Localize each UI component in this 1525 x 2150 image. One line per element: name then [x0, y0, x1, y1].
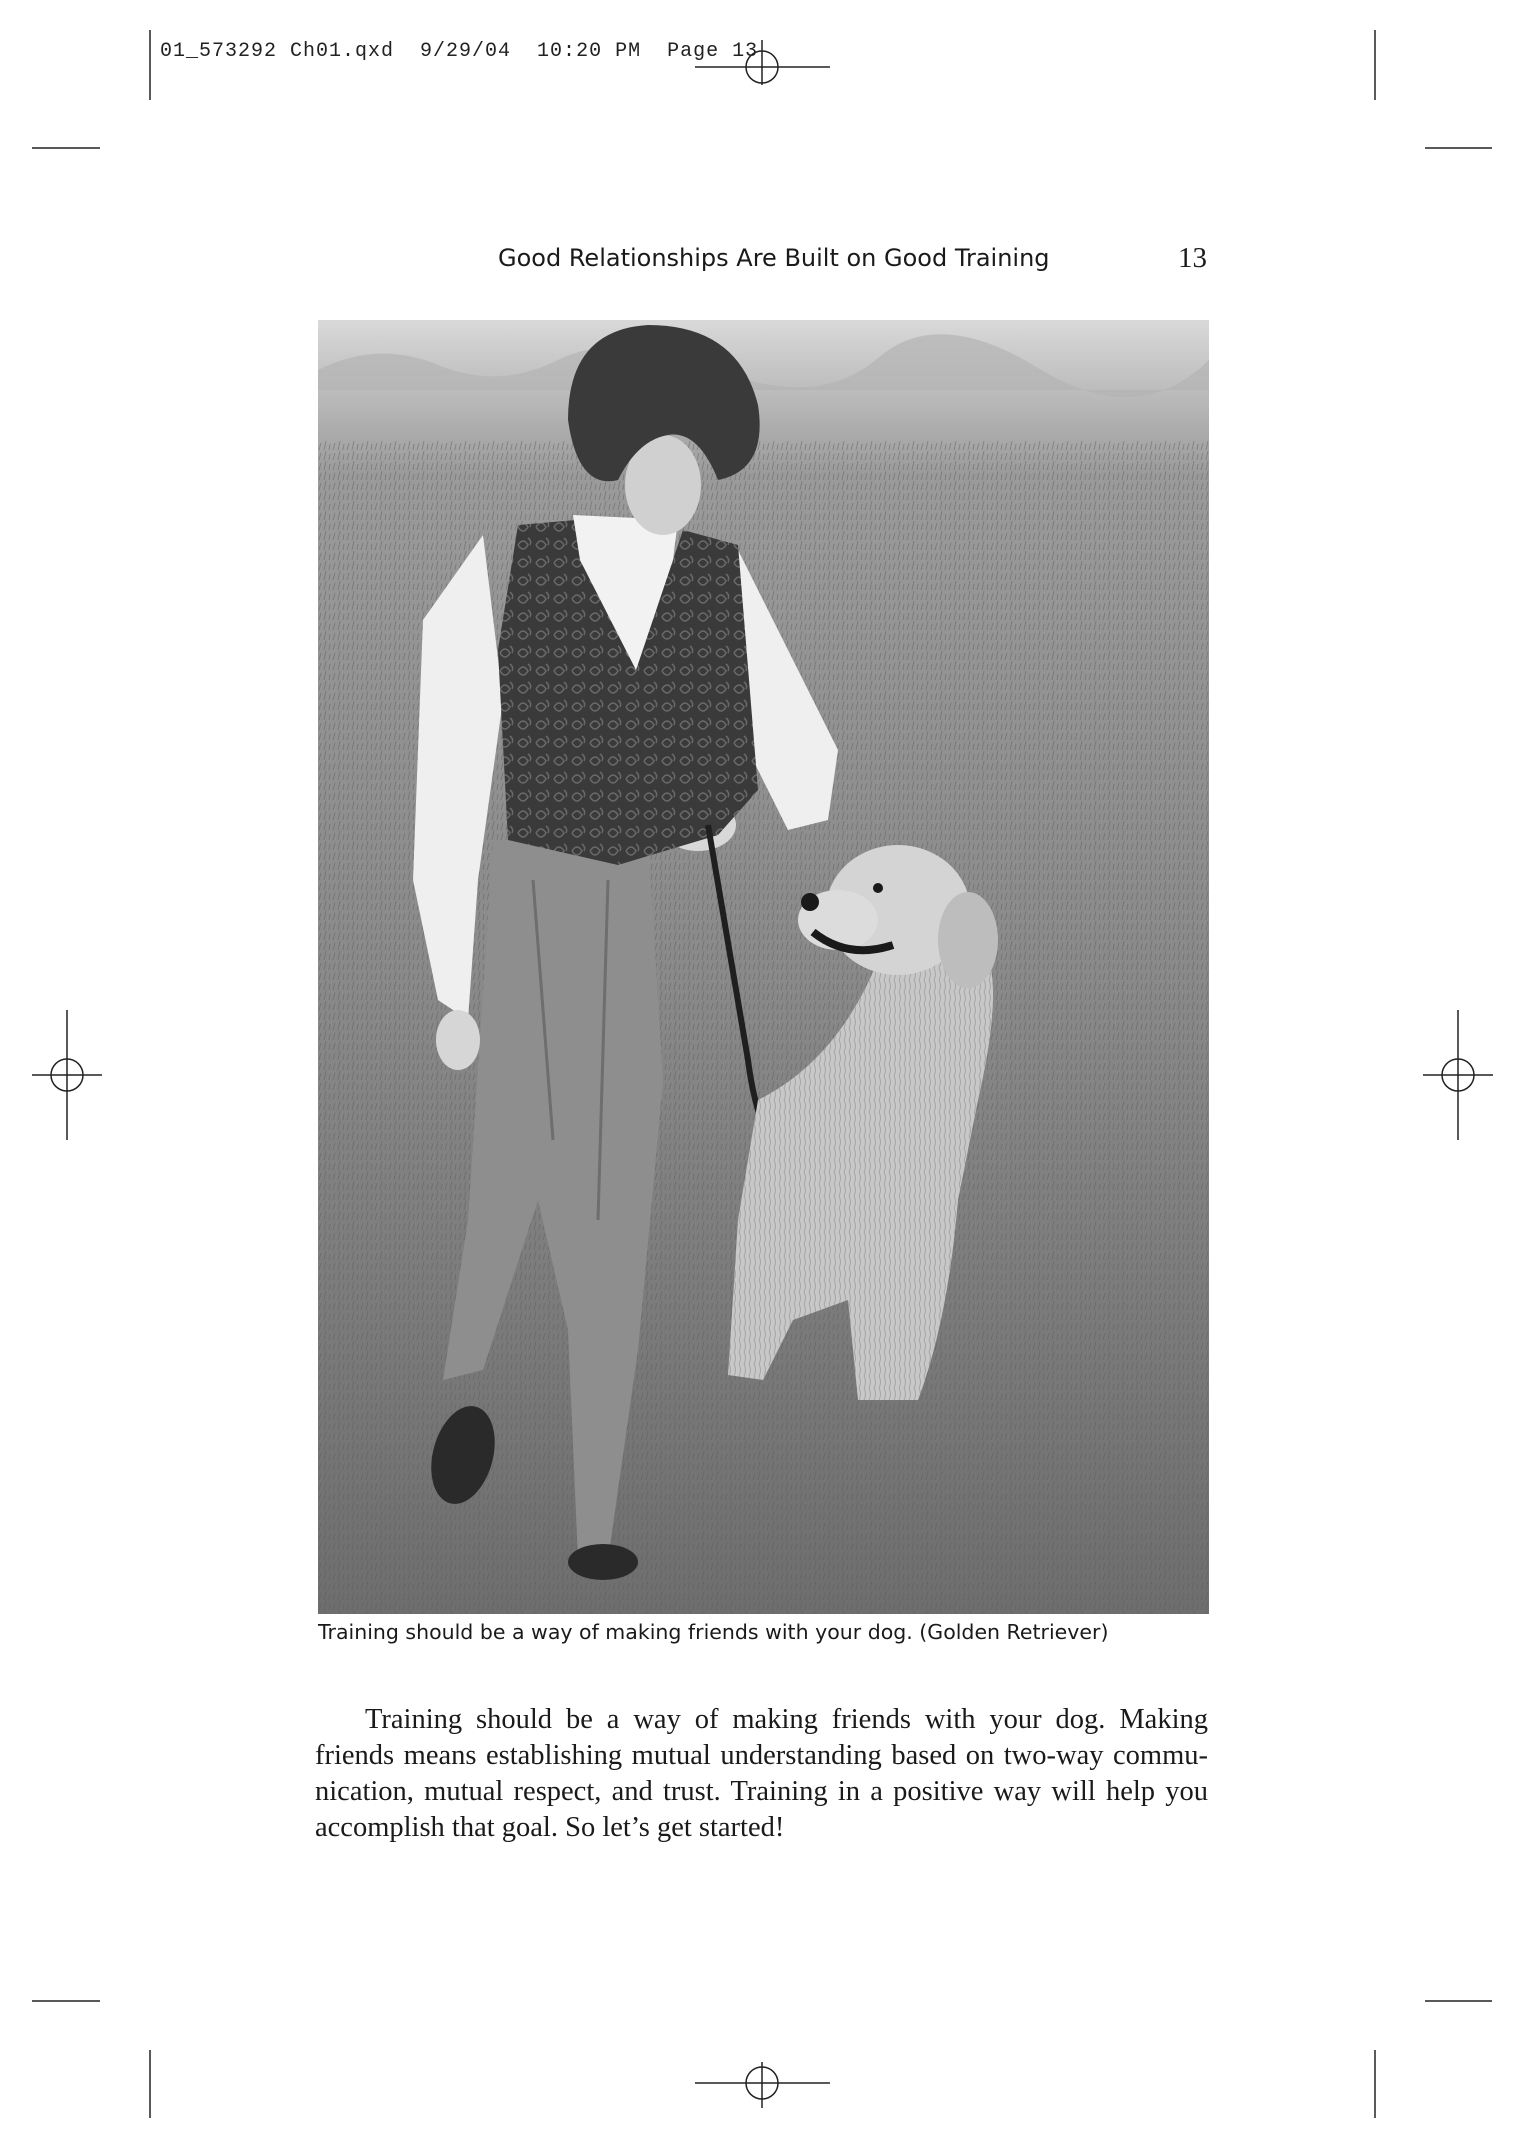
photo-woman-walking-golden-retriever	[318, 320, 1209, 1614]
body-line: friends means establishing mutual understanding based on two-way commu-	[315, 1740, 1208, 1771]
running-head: Good Relationships Are Built on Good Training	[498, 244, 1050, 272]
body-line: nication, mutual respect, and trust. Training in a positive way will help you	[315, 1776, 1208, 1807]
registration-mark-right	[1423, 1010, 1493, 1140]
body-line: Training should be a way of making friends with your dog. Making	[365, 1704, 1208, 1735]
body-paragraph	[315, 1702, 1208, 1846]
registration-mark-left	[32, 1010, 102, 1140]
registration-mark-bottom	[695, 2062, 830, 2108]
figure-caption: Training should be a way of making friends with your dog. (Golden Retriever)	[318, 1620, 1109, 1644]
page-number: 13	[1178, 242, 1207, 274]
print-slug: 01_573292 Ch01.qxd 9/29/04 10:20 PM Page 13	[160, 40, 759, 63]
body-line: accomplish that goal. So let’s get started!	[315, 1812, 785, 1843]
